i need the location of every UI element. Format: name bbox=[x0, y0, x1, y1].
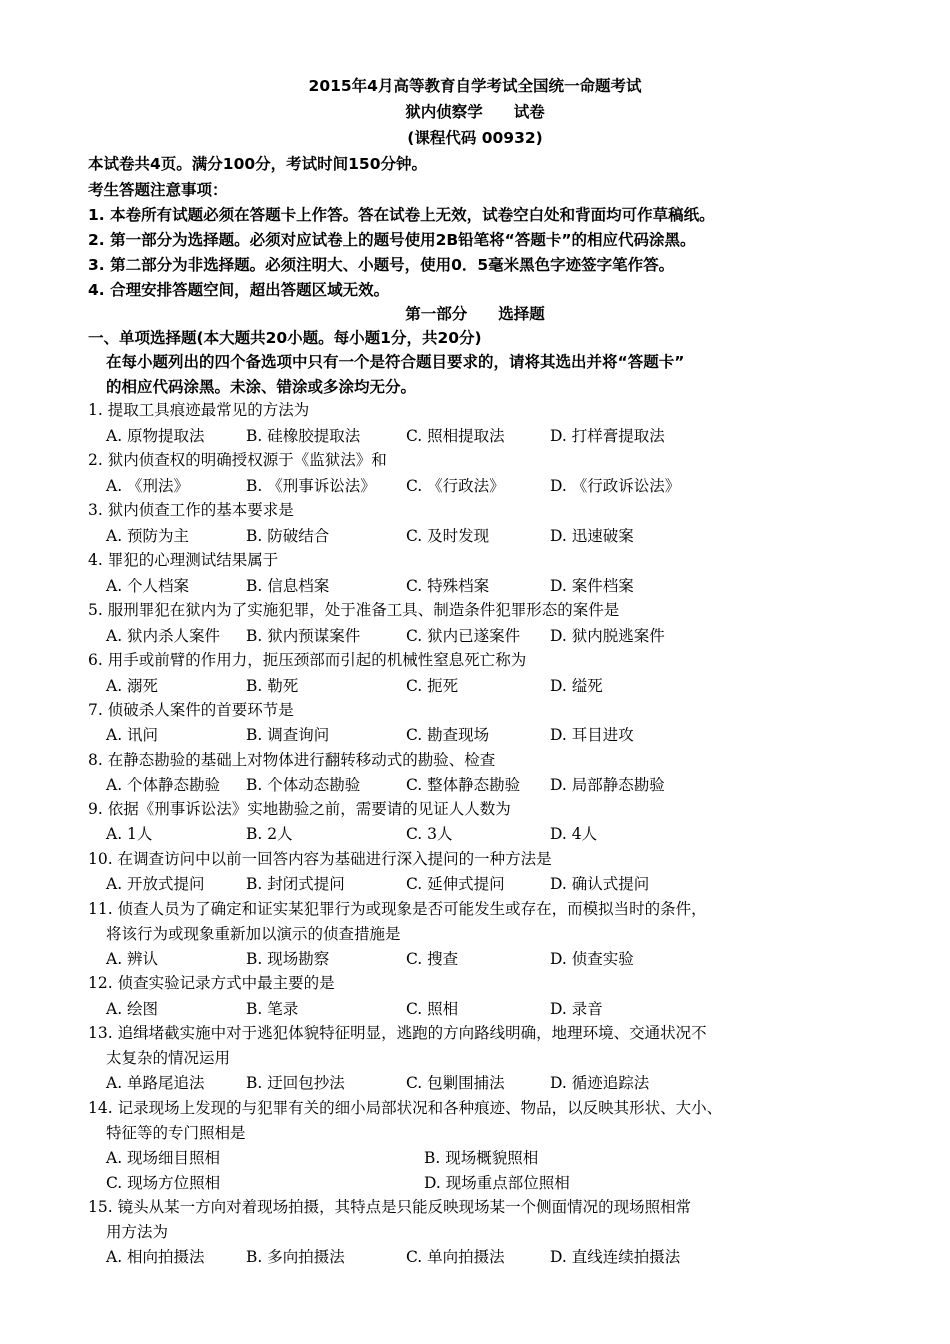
answer-option: B. 多向拍摄法 bbox=[246, 1248, 345, 1266]
answer-option: B. 2人 bbox=[246, 825, 293, 843]
answer-option: D. 局部静态勘验 bbox=[550, 776, 665, 794]
answer-option: A. 现场细目照相 bbox=[106, 1149, 221, 1167]
answer-option: C. 照相 bbox=[406, 1000, 459, 1018]
question-text: 6. 用手或前臂的作用力，扼压颈部而引起的机械性窒息死亡称为 bbox=[88, 651, 527, 669]
answer-option: D. 狱内脱逃案件 bbox=[550, 627, 665, 645]
exam-intro: 本试卷共4页。满分100分，考试时间150分钟。 bbox=[88, 155, 427, 173]
answer-option: B. 现场概貌照相 bbox=[424, 1149, 539, 1167]
answer-option: C. 及时发现 bbox=[406, 527, 490, 545]
question-text-continued: 将该行为或现象重新加以演示的侦查措施是 bbox=[106, 925, 401, 943]
question-text: 2. 狱内侦查权的明确授权源于《监狱法》和 bbox=[88, 451, 387, 469]
answer-option: D. 确认式提问 bbox=[550, 875, 650, 893]
question-text-continued: 特征等的专门照相是 bbox=[106, 1124, 246, 1142]
question-text: 5. 服刑罪犯在狱内为了实施犯罪，处于准备工具、制造条件犯罪形态的案件是 bbox=[88, 601, 620, 619]
answer-option: A. 1人 bbox=[106, 825, 153, 843]
exam-subject: 狱内侦察学 试卷 bbox=[405, 103, 545, 121]
answer-option: C. 整体静态勘验 bbox=[406, 776, 521, 794]
answer-option: C. 扼死 bbox=[406, 677, 459, 695]
question-text-continued: 太复杂的情况运用 bbox=[106, 1049, 231, 1067]
answer-option: D. 循迹追踪法 bbox=[550, 1074, 650, 1092]
notes-heading: 考生答题注意事项： bbox=[88, 181, 228, 199]
section-instruction: 在每小题列出的四个备选项中只有一个是符合题目要求的，请将其选出并将“答题卡” bbox=[106, 353, 685, 371]
section-heading: 一、单项选择题(本大题共20小题。每小题1分，共20分) bbox=[88, 329, 482, 347]
answer-option: C. 3人 bbox=[406, 825, 453, 843]
question-text: 13. 追缉堵截实施中对于逃犯体貌特征明显，逃跑的方向路线明确，地理环境、交通状况不 bbox=[88, 1024, 707, 1042]
answer-option: A. 预防为主 bbox=[106, 527, 190, 545]
question-text: 8. 在静态勘验的基础上对物体进行翻转移动式的勘验、检查 bbox=[88, 751, 496, 769]
answer-option: C. 《行政法》 bbox=[406, 477, 505, 495]
answer-option: D. 缢死 bbox=[550, 677, 603, 695]
answer-option: B. 《刑事诉讼法》 bbox=[246, 477, 376, 495]
answer-option: D. 侦查实验 bbox=[550, 950, 634, 968]
answer-option: A. 溺死 bbox=[106, 677, 159, 695]
answer-option: A. 原物提取法 bbox=[106, 427, 205, 445]
question-text: 1. 提取工具痕迹最常见的方法为 bbox=[88, 401, 310, 419]
answer-option: B. 信息档案 bbox=[246, 577, 330, 595]
question-text: 15. 镜头从某一方向对着现场拍摄，其特点是只能反映现场某一个侧面情况的现场照相常 bbox=[88, 1198, 692, 1216]
answer-option: B. 迂回包抄法 bbox=[246, 1074, 345, 1092]
answer-option: D. 打样膏提取法 bbox=[550, 427, 665, 445]
question-text-continued: 用方法为 bbox=[106, 1223, 169, 1241]
note-item: 3. 第二部分为非选择题。必须注明大、小题号，使用0．5毫米黑色字迹签字笔作答。 bbox=[88, 256, 675, 274]
answer-option: D. 现场重点部位照相 bbox=[424, 1174, 570, 1192]
answer-option: C. 包剿围捕法 bbox=[406, 1074, 505, 1092]
answer-option: B. 防破结合 bbox=[246, 527, 330, 545]
question-text: 9. 依据《刑事诉讼法》实地勘验之前，需要请的见证人人数为 bbox=[88, 800, 511, 818]
note-item: 2. 第一部分为选择题。必须对应试卷上的题号使用2B铅笔将“答题卡”的相应代码涂黑。 bbox=[88, 231, 696, 249]
note-item: 1. 本卷所有试题必须在答题卡上作答。答在试卷上无效，试卷空白处和背面均可作草稿纸。 bbox=[88, 206, 715, 224]
answer-option: A. 相向拍摄法 bbox=[106, 1248, 205, 1266]
part1-title: 第一部分 选择题 bbox=[405, 305, 545, 323]
question-text: 7. 侦破杀人案件的首要环节是 bbox=[88, 701, 294, 719]
answer-option: D. 《行政诉讼法》 bbox=[550, 477, 681, 495]
answer-option: D. 4人 bbox=[550, 825, 598, 843]
answer-option: C. 特殊档案 bbox=[406, 577, 490, 595]
answer-option: B. 硅橡胶提取法 bbox=[246, 427, 361, 445]
question-text: 4. 罪犯的心理测试结果属于 bbox=[88, 551, 279, 569]
answer-option: B. 狱内预谋案件 bbox=[246, 627, 361, 645]
answer-option: C. 单向拍摄法 bbox=[406, 1248, 505, 1266]
answer-option: C. 狱内已遂案件 bbox=[406, 627, 521, 645]
answer-option: D. 耳目进攻 bbox=[550, 726, 634, 744]
question-text: 11. 侦查人员为了确定和证实某犯罪行为或现象是否可能发生或存在，而模拟当时的条件， bbox=[88, 900, 707, 918]
answer-option: B. 调查询问 bbox=[246, 726, 330, 744]
answer-option: B. 笔录 bbox=[246, 1000, 299, 1018]
answer-option: B. 封闭式提问 bbox=[246, 875, 345, 893]
answer-option: B. 现场勘察 bbox=[246, 950, 330, 968]
answer-option: A. 个人档案 bbox=[106, 577, 190, 595]
answer-option: C. 延伸式提问 bbox=[406, 875, 505, 893]
note-item: 4. 合理安排答题空间，超出答题区域无效。 bbox=[88, 281, 390, 299]
answer-option: A. 开放式提问 bbox=[106, 875, 205, 893]
question-text: 3. 狱内侦查工作的基本要求是 bbox=[88, 501, 294, 519]
answer-option: C. 勘查现场 bbox=[406, 726, 490, 744]
answer-option: B. 勒死 bbox=[246, 677, 299, 695]
question-text: 12. 侦查实验记录方式中最主要的是 bbox=[88, 974, 335, 992]
answer-option: B. 个体动态勘验 bbox=[246, 776, 361, 794]
section-instruction: 的相应代码涂黑。未涂、错涂或多涂均无分。 bbox=[106, 378, 417, 396]
answer-option: C. 现场方位照相 bbox=[106, 1174, 221, 1192]
answer-option: A. 个体静态勘验 bbox=[106, 776, 221, 794]
answer-option: A. 讯问 bbox=[106, 726, 159, 744]
answer-option: D. 录音 bbox=[550, 1000, 603, 1018]
course-code: (课程代码 00932) bbox=[407, 129, 543, 147]
answer-option: D. 案件档案 bbox=[550, 577, 634, 595]
answer-option: D. 直线连续拍摄法 bbox=[550, 1248, 681, 1266]
answer-option: A. 狱内杀人案件 bbox=[106, 627, 221, 645]
answer-option: C. 照相提取法 bbox=[406, 427, 505, 445]
answer-option: C. 搜查 bbox=[406, 950, 459, 968]
answer-option: D. 迅速破案 bbox=[550, 527, 634, 545]
question-text: 14. 记录现场上发现的与犯罪有关的细小局部状况和各种痕迹、物品，以反映其形状、大小、 bbox=[88, 1099, 723, 1117]
answer-option: A. 绘图 bbox=[106, 1000, 159, 1018]
answer-option: A. 单路尾追法 bbox=[106, 1074, 205, 1092]
answer-option: A. 辨认 bbox=[106, 950, 159, 968]
question-text: 10. 在调查访问中以前一回答内容为基础进行深入提问的一种方法是 bbox=[88, 850, 552, 868]
answer-option: A. 《刑法》 bbox=[106, 477, 190, 495]
exam-title: 2015年4月高等教育自学考试全国统一命题考试 bbox=[308, 77, 642, 95]
